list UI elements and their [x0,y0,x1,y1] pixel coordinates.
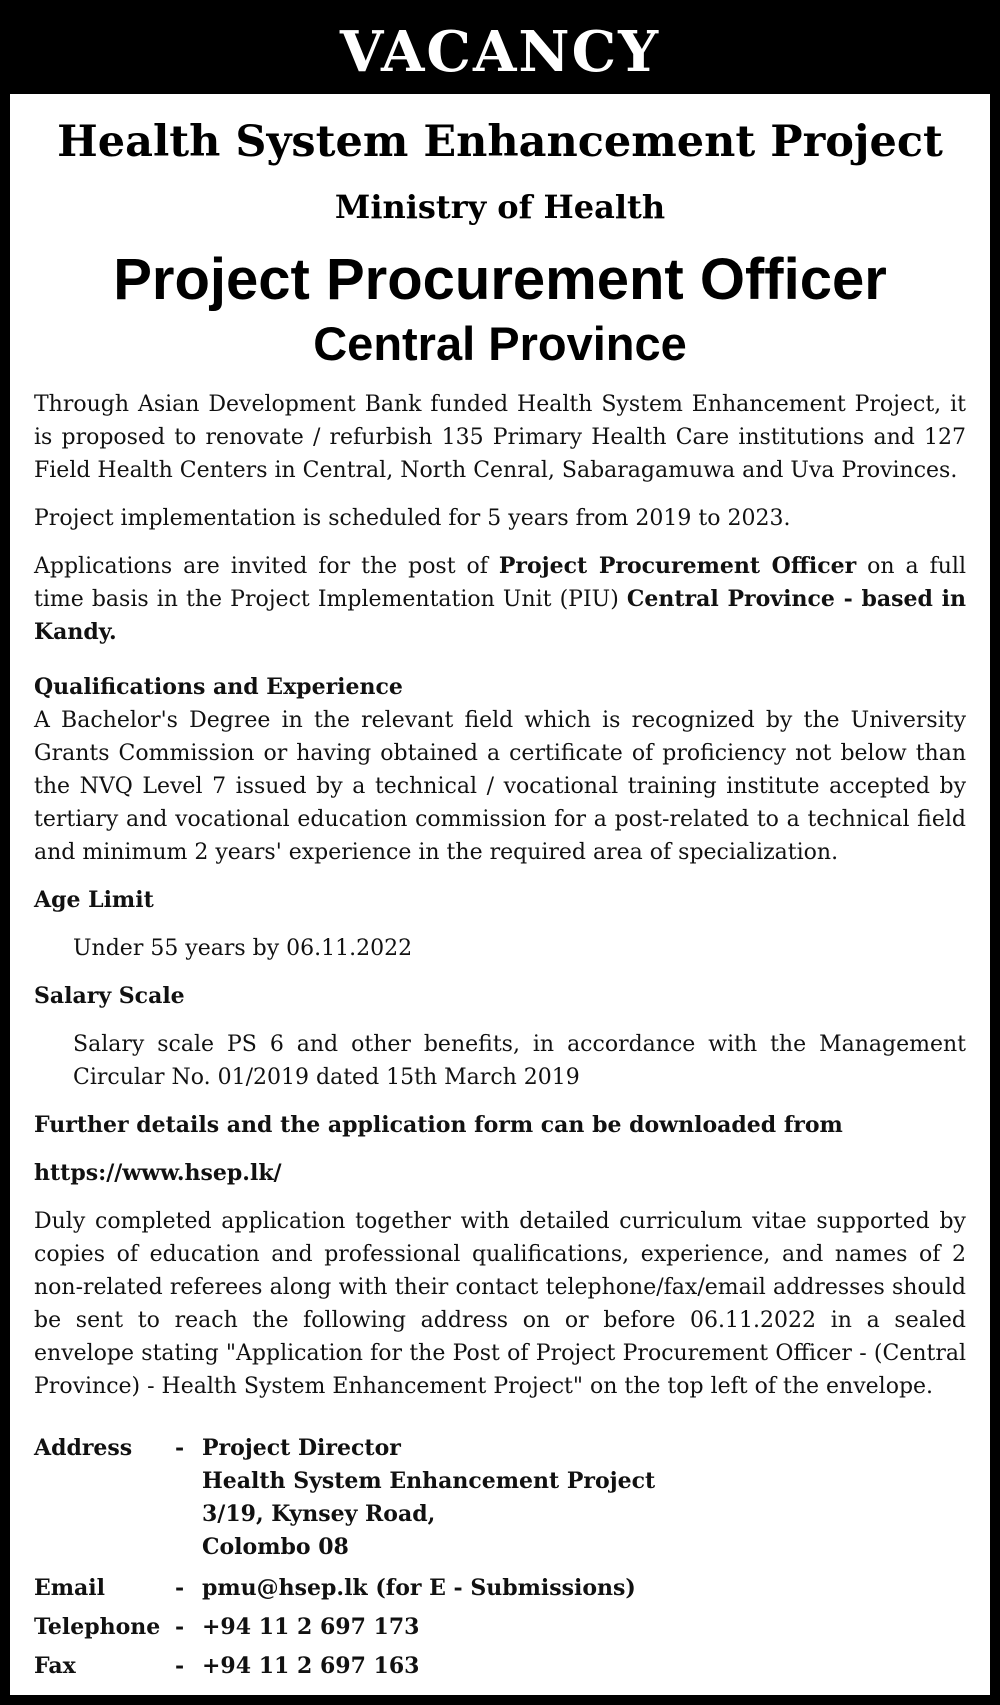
telephone-label: Telephone [34,1614,161,1640]
email-row [34,1572,966,1605]
address-line: Health System Enhancement Project [202,1468,656,1494]
qualifications-heading: Qualifications and Experience [34,674,403,700]
address-row [34,1432,966,1564]
salary-text: Salary scale PS 6 and other benefits, in accordance with the Management Circular No. 01/2019 dated 15th March 2019 [73,1032,966,1090]
email-label: Email [34,1575,106,1601]
further-details-text: Further details and the application form can be downloaded from [34,1112,843,1138]
telephone-value: +94 11 2 697 173 [202,1614,420,1640]
address-lines [202,1432,966,1564]
submission-paragraph: Duly completed application together with detailed curriculum vitae supported by copies of education and professional qualifications, experience, and names of 2 non-related referees along with their contact telephone/fax/email addresses should be sent to reach the following address on or before 06.11.2022 in a sealed envelope stating "Application for the Post of Project Procurement Officer - (Central Province) - Health System Enhancement Project" on the top left of the envelope. [34,1209,966,1399]
salary-heading: Salary Scale [34,983,185,1009]
applications-paragraph [34,550,966,649]
age-heading: Age Limit [34,887,154,913]
ministry-title: Ministry of Health [334,188,666,226]
fax-dash: - [175,1653,185,1679]
contact-block [34,1432,966,1683]
address-line: Project Director [202,1435,401,1461]
fax-label: Fax [34,1653,76,1679]
website-link[interactable]: https://www.hsep.lk/ [34,1160,282,1186]
applications-post-name: Project Procurement Officer [498,553,857,579]
schedule-paragraph: Project implementation is scheduled for 5 years from 2019 to 2023. [34,506,791,531]
address-line: Colombo 08 [202,1534,349,1560]
address-dash: - [175,1435,185,1461]
email-dash: - [175,1575,185,1601]
applications-mid: on a full time basis in the Project Implementation Unit (PIU) [34,554,966,612]
province-title: Central Province [313,317,687,370]
notice-body [34,388,966,1418]
applications-location: Central Province - based in Kandy. [34,586,966,645]
telephone-dash: - [175,1614,185,1640]
age-text: Under 55 years by 06.11.2022 [73,936,413,961]
address-line: 3/19, Kynsey Road, [202,1501,436,1527]
post-title: Project Procurement Officer [113,247,887,312]
qualifications-text: A Bachelor's Degree in the relevant field which is recognized by the University Grants Commission or having obtained a certificate of proficiency not below than the NVQ Level 7 issued by a technical / vocational training institute accepted by tertiary and vocational education commission for a post-related to a technical field and minimum 2 years' experience in the required area of specialization. [34,708,966,865]
address-label: Address [34,1435,133,1461]
vacancy-banner: VACANCY [10,10,990,94]
telephone-row [34,1611,966,1644]
fax-row [34,1650,966,1683]
project-title: Health System Enhancement Project [57,117,943,167]
fax-value: +94 11 2 697 163 [202,1653,420,1679]
applications-pre: Applications are invited for the post of [34,554,499,579]
intro-paragraph: Through Asian Development Bank funded Health System Enhancement Project, it is proposed to renovate / refurbish 135 Primary Health Care institutions and 127 Field Health Centers in Central, North Cenral, Sabaragamuwa and Uva Provinces. [34,392,966,483]
email-value[interactable]: pmu@hsep.lk (for E - Submissions) [202,1575,636,1601]
